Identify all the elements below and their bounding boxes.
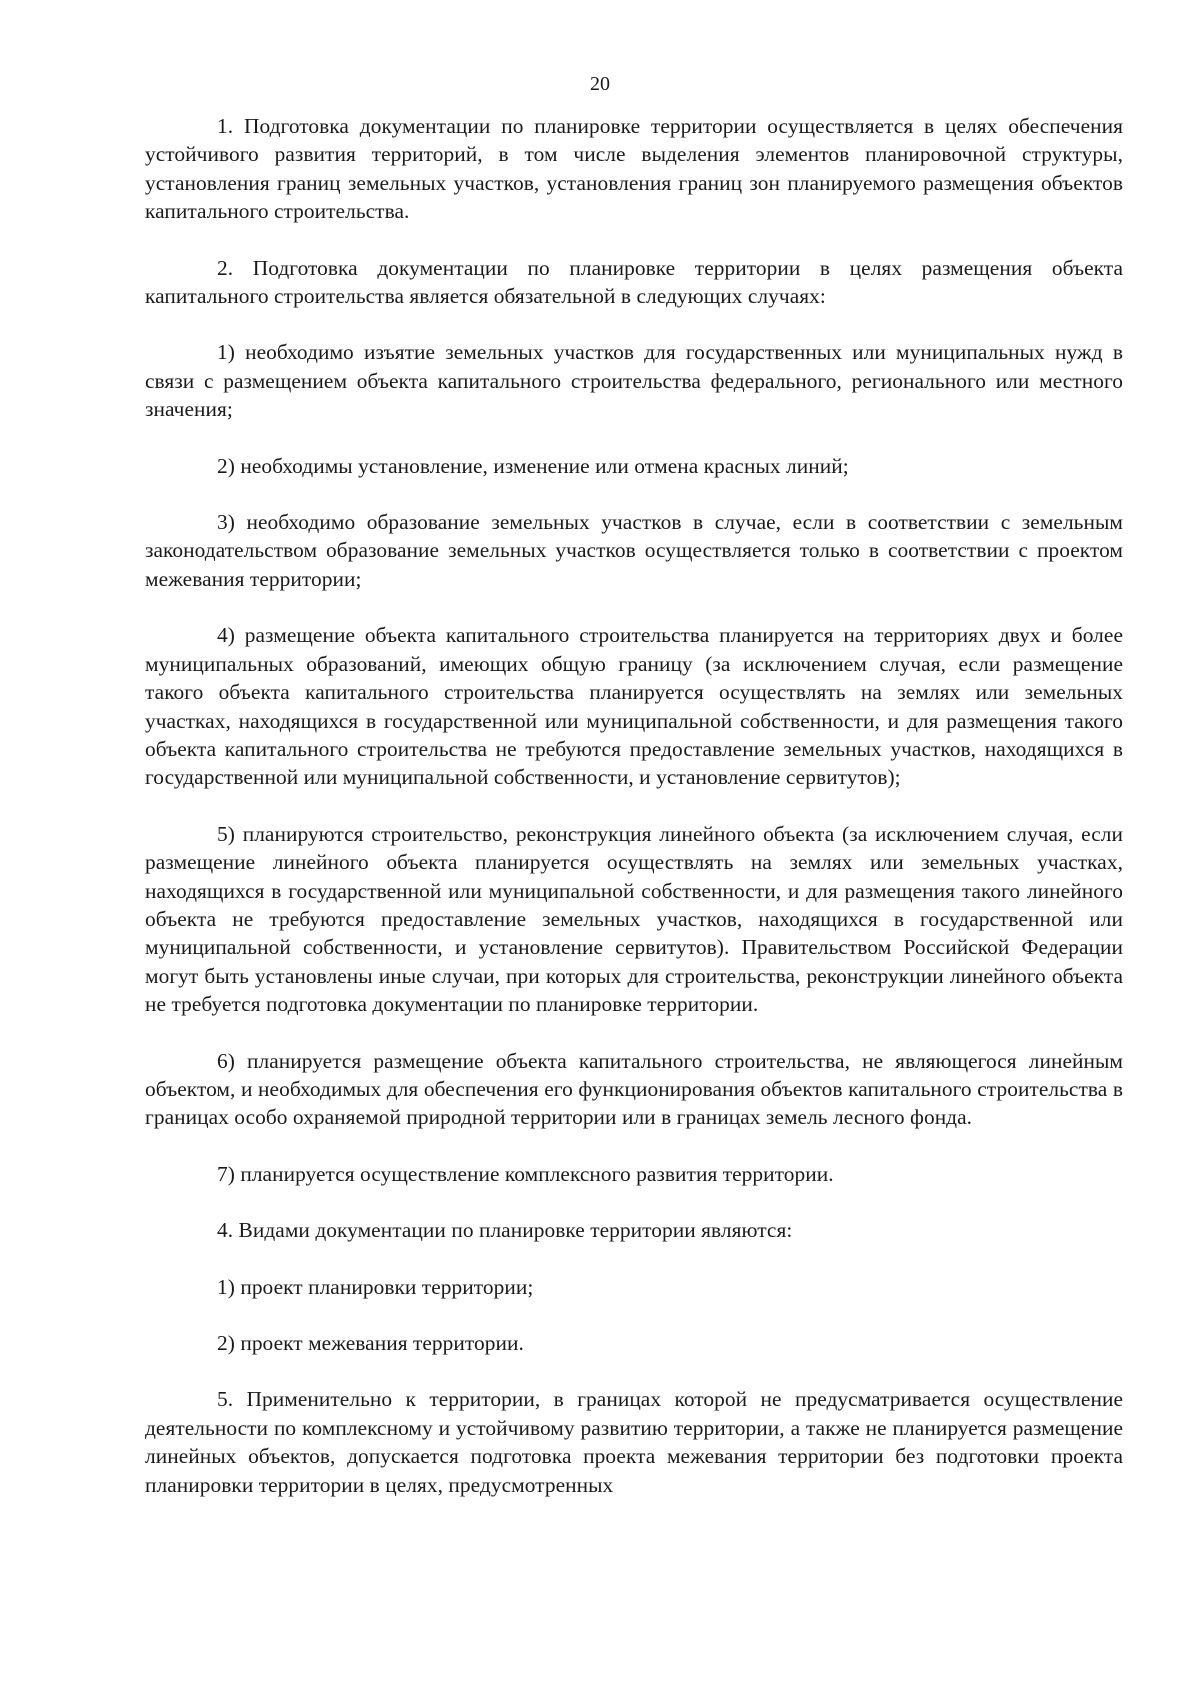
paragraph-4: 4. Видами документации по планировке территории являются: bbox=[217, 1218, 793, 1243]
paragraph-1: 1. Подготовка документации по планировке территории осуществляется в целях обеспечения устойчивого развития территорий, в том числе выделения элементов планировочной структуры, установления границ земельных участков, установления границ зон планируемого размещения объектов капитального строительства. bbox=[145, 114, 1123, 224]
list-item-7: 7) планируется осуществление комплексного развития территории. bbox=[217, 1161, 834, 1186]
paragraph-2: 2. Подготовка документации по планировке территории в целях размещения объекта капитального строительства является обязательной в следующих случаях: bbox=[145, 255, 1123, 309]
list-item-6: 6) планируется размещение объекта капитального строительства, не являющегося линейным объектом, и необходимых для обеспечения его функционирования объектов капитального строительства в границах особо охраняемой природной территории или в границах земель лесного фонда. bbox=[145, 1048, 1123, 1130]
list-item-3: 3) необходимо образование земельных участков в случае, если в соответствии с земельным законодательством образование земельных участков осуществляется только в соответствии с проектом межевания территории; bbox=[145, 510, 1123, 591]
paragraph-5: 5. Применительно к территории, в границах которой не предусматривается осуществление деятельности по комплексному и устойчивому развитию территории, а также не планируется размещение линейных объектов, допускается подготовка проекта межевания территории без подготовки проекта планировки территории в целях, предусмотренных bbox=[145, 1387, 1123, 1497]
list-item-5: 5) планируются строительство, реконструкция линейного объекта (за исключением случая, если размещение линейного объекта планируется осуществлять на землях или земельных участках, находящихся в государственной или муниципальной собственности, и для размещения такого линейного объекта не требуются предоставление земельных участков, находящихся в государственной или муниципальной собственности, и установление сервитутов). Правительством Российской Федерации могут быть установлены иные случаи, при которых для строительства, реконструкции линейного объекта не требуется подготовка документации по планировке территории. bbox=[145, 821, 1123, 1017]
list-item-4: 4) размещение объекта капитального строительства планируется на территориях двух и более муниципальных образований, имеющих общую границу (за исключением случая, если размещение такого объекта капитального строительства планируется осуществлять на землях или земельных участках, находящихся в государственной или муниципальной собственности, и для размещения такого объекта капитального строительства не требуются предоставление земельных участков, находящихся в государственной или муниципальной собственности, и установление сервитутов); bbox=[145, 623, 1123, 790]
document-body bbox=[145, 112, 1123, 1499]
doc-type-item-1: 1) проект планировки территории; bbox=[217, 1274, 534, 1299]
list-item-1: 1) необходимо изъятие земельных участков для государственных или муниципальных нужд в связи с размещением объекта капитального строительства федерального, регионального или местного значения; bbox=[145, 340, 1123, 422]
page-number: 20 bbox=[590, 73, 610, 95]
doc-type-item-2: 2) проект межевания территории. bbox=[217, 1331, 524, 1355]
list-item-2: 2) необходимы установление, изменение или отмена красных линий; bbox=[217, 453, 849, 478]
